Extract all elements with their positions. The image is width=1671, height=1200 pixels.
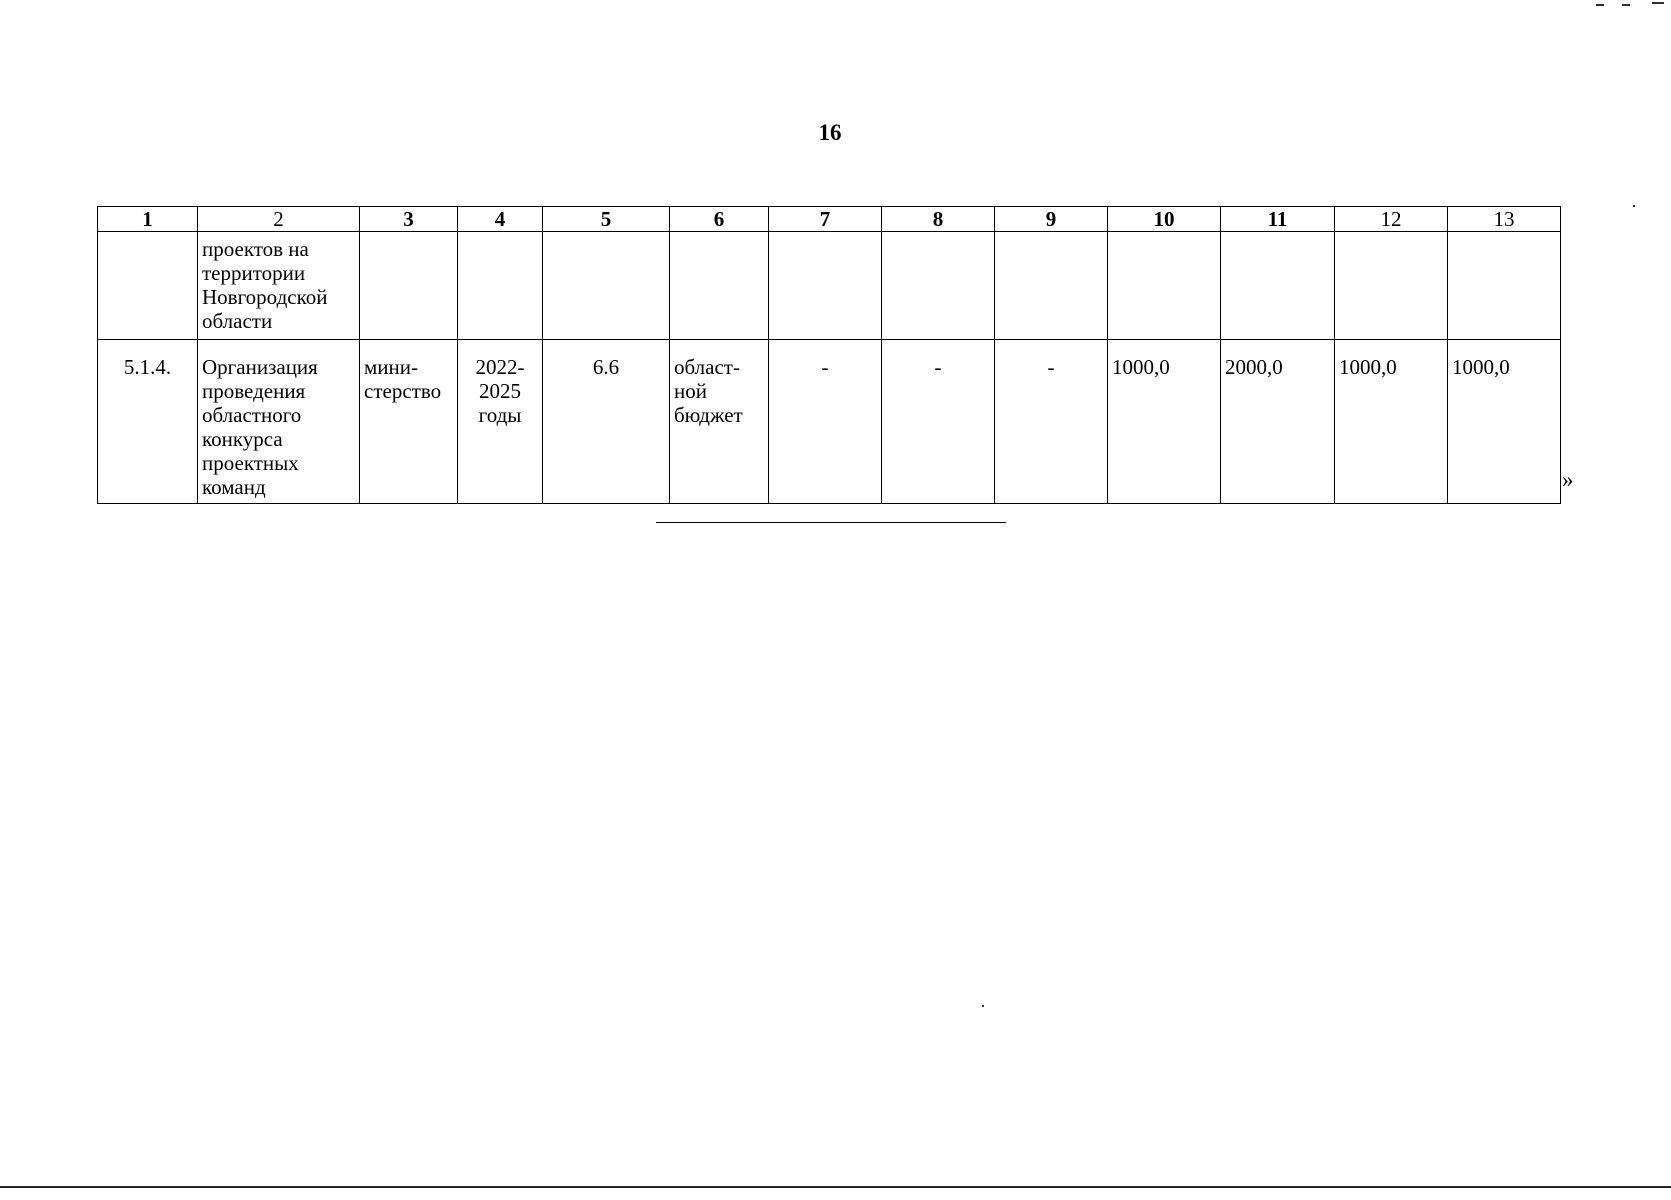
header-cell: 13 <box>1448 207 1561 232</box>
cell-line: стерство <box>364 379 442 403</box>
table-cell-value: - <box>882 340 995 504</box>
header-cell: 6 <box>670 207 769 232</box>
scan-edge-rule <box>0 1186 1671 1188</box>
table-cell-value: - <box>769 340 882 504</box>
table-cell <box>543 232 670 340</box>
table-cell <box>1221 232 1335 340</box>
header-cell: 8 <box>882 207 995 232</box>
cell-line: проведения <box>202 379 306 403</box>
page-number: 16 <box>818 120 842 145</box>
table-cell <box>360 232 458 340</box>
cell-line: мини- <box>364 355 418 379</box>
header-cell: 1 <box>98 207 198 232</box>
table-cell <box>1335 232 1448 340</box>
cell-line: областного <box>202 403 302 427</box>
scan-speck <box>1596 4 1604 6</box>
table-row-continued <box>98 232 1561 340</box>
cell-line: ной <box>674 379 707 403</box>
header-cell: 5 <box>543 207 670 232</box>
table-cell-source <box>670 340 769 504</box>
header-cell: 12 <box>1335 207 1448 232</box>
table-cell-value: 1000,0 <box>1448 340 1561 504</box>
table-cell <box>670 232 769 340</box>
table-cell-value: 2000,0 <box>1221 340 1335 504</box>
table-cell-item-number: 5.1.4. <box>98 340 198 504</box>
header-cell: 9 <box>995 207 1108 232</box>
table-cell-description <box>198 232 360 340</box>
scan-speck <box>1633 205 1635 207</box>
cell-line: территории <box>202 261 306 285</box>
cell-line: проектных <box>202 451 299 475</box>
cell-line: 2025 <box>479 379 521 403</box>
header-cell: 7 <box>769 207 882 232</box>
cell-line: команд <box>202 475 266 499</box>
scan-speck <box>982 1005 984 1007</box>
table-cell <box>98 232 198 340</box>
cell-line: годы <box>478 403 522 427</box>
table-cell-value: 1000,0 <box>1335 340 1448 504</box>
cell-line: области <box>202 309 273 333</box>
header-cell: 4 <box>458 207 543 232</box>
table-cell-target: 6.6 <box>543 340 670 504</box>
table-cell <box>458 232 543 340</box>
cell-line: 2022- <box>475 355 525 379</box>
table-cell <box>1448 232 1561 340</box>
header-cell: 11 <box>1221 207 1335 232</box>
budget-table <box>97 206 1561 504</box>
table-cell-value: - <box>995 340 1108 504</box>
cell-line: проектов на <box>202 237 309 261</box>
end-rule <box>656 522 1006 523</box>
table-header-row <box>98 207 1561 232</box>
table-cell <box>1108 232 1221 340</box>
closing-quote: » <box>1562 467 1574 492</box>
table-cell-executor <box>360 340 458 504</box>
cell-line: Организация <box>202 355 318 379</box>
table-cell <box>995 232 1108 340</box>
cell-line: област- <box>674 355 740 379</box>
scan-speck <box>1652 2 1664 4</box>
cell-line: бюджет <box>674 403 743 427</box>
table-cell <box>769 232 882 340</box>
header-cell: 10 <box>1108 207 1221 232</box>
cell-line: Новгородской <box>202 285 328 309</box>
table-cell-value: 1000,0 <box>1108 340 1221 504</box>
table-cell-description <box>198 340 360 504</box>
table-cell-period <box>458 340 543 504</box>
table-cell <box>882 232 995 340</box>
cell-line: конкурса <box>202 427 283 451</box>
scan-speck <box>1622 4 1630 6</box>
header-cell: 2 <box>198 207 360 232</box>
header-cell: 3 <box>360 207 458 232</box>
table-row <box>98 340 1561 504</box>
